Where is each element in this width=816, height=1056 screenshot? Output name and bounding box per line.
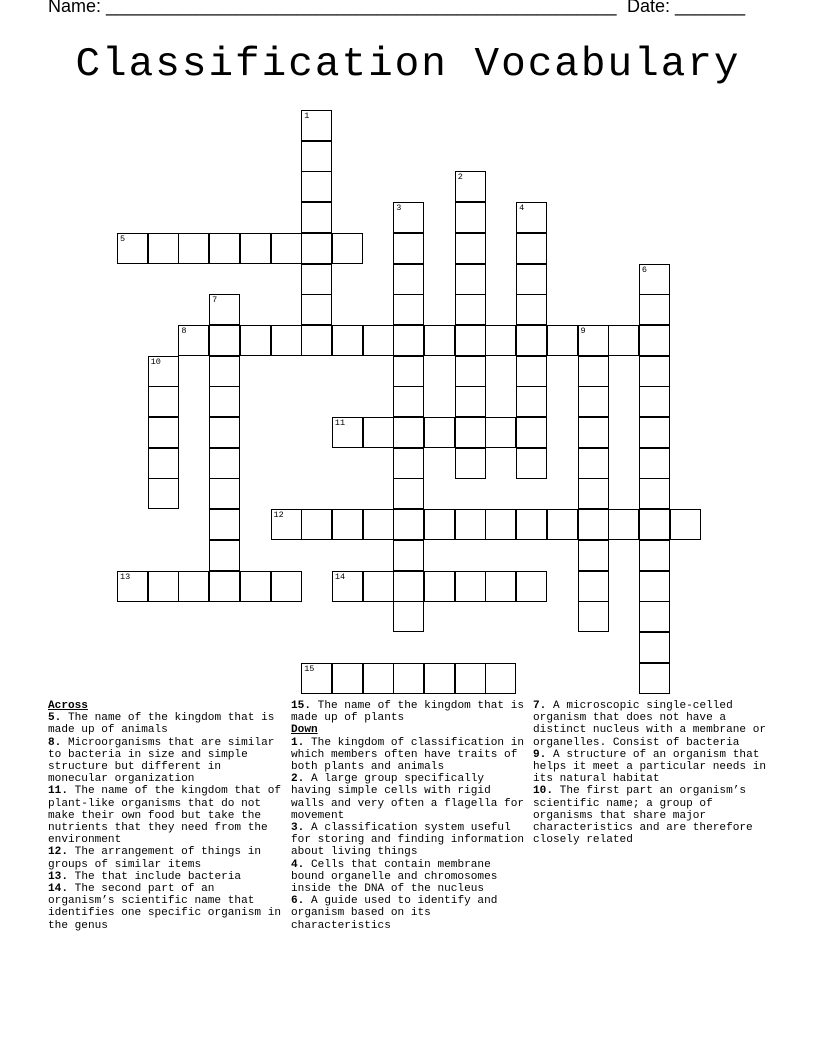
clue-number: 5 <box>120 233 126 244</box>
clue-num: 4. <box>291 858 305 871</box>
clue-number: 1 <box>304 111 310 121</box>
crossword-cell[interactable] <box>178 233 209 264</box>
clue-text: The name of the kingdom that is made up of plants <box>291 700 525 725</box>
crossword-cell[interactable] <box>393 478 424 509</box>
crossword-cell[interactable] <box>209 294 240 325</box>
crossword-cell[interactable] <box>393 601 424 632</box>
crossword-cell[interactable] <box>455 294 486 325</box>
crossword-cell[interactable] <box>455 571 486 602</box>
crossword-cell[interactable] <box>271 509 302 540</box>
crossword-cell[interactable] <box>424 571 455 602</box>
clue-item <box>533 785 768 846</box>
crossword-cell[interactable] <box>639 448 670 479</box>
crossword-cell[interactable] <box>455 325 486 356</box>
clue-num: 14. <box>48 883 68 896</box>
crossword-cell[interactable] <box>639 294 670 325</box>
clue-num: 2. <box>291 773 305 786</box>
clue-number: 11 <box>334 418 346 428</box>
crossword-cell[interactable] <box>271 233 302 264</box>
crossword-cell[interactable] <box>301 233 332 264</box>
crossword-cell[interactable] <box>301 110 332 141</box>
crossword-cell[interactable] <box>455 417 486 448</box>
crossword-cell[interactable] <box>178 325 209 356</box>
crossword-cell[interactable] <box>301 202 332 233</box>
clue-number: 3 <box>396 203 402 214</box>
clue-num: 11. <box>48 785 68 798</box>
crossword-cell[interactable] <box>424 417 455 448</box>
clue-text: A classification system useful for storing and finding information about living things <box>291 822 525 859</box>
crossword-cell[interactable] <box>516 509 547 540</box>
clue-text: The name of the kingdom that of plant-like organisms that do not make their own food but take the nutrients that they need from the environment <box>48 785 282 847</box>
clue-num: 15. <box>291 700 311 712</box>
crossword-cell[interactable] <box>516 325 547 356</box>
crossword-cell[interactable] <box>209 417 240 448</box>
crossword-cell[interactable] <box>578 601 609 632</box>
clue-column-2 <box>291 700 526 932</box>
crossword-cell[interactable] <box>639 356 670 387</box>
crossword-cell[interactable] <box>578 571 609 602</box>
crossword-cell[interactable] <box>424 325 455 356</box>
crossword-cell[interactable] <box>455 448 486 479</box>
clue-item <box>291 773 526 822</box>
clue-number: 13 <box>120 571 131 582</box>
clue-number: 12 <box>273 510 284 521</box>
crossword-cell[interactable] <box>301 294 332 325</box>
crossword-cell[interactable] <box>639 540 670 571</box>
crossword-cell[interactable] <box>516 571 547 602</box>
clue-number: 8 <box>181 325 187 336</box>
crossword-cell[interactable] <box>363 663 394 694</box>
crossword-cell[interactable] <box>332 509 363 540</box>
clue-num: 6. <box>291 895 305 908</box>
crossword-cell[interactable] <box>209 478 240 509</box>
across-heading: Across <box>48 700 88 712</box>
crossword-cell[interactable] <box>209 448 240 479</box>
crossword-cell[interactable] <box>516 294 547 325</box>
clue-item <box>533 700 768 749</box>
crossword-cell[interactable] <box>301 171 332 202</box>
crossword-cell[interactable] <box>301 663 332 694</box>
clue-item <box>48 883 283 932</box>
worksheet-title: Classification Vocabulary <box>75 42 741 88</box>
crossword-cell[interactable] <box>455 264 486 295</box>
crossword-cell[interactable] <box>455 356 486 387</box>
clue-num: 5. <box>48 712 62 725</box>
crossword-cell[interactable] <box>209 571 240 602</box>
crossword-cell[interactable] <box>639 509 670 540</box>
crossword-cell[interactable] <box>578 448 609 479</box>
crossword-cell[interactable] <box>393 233 424 264</box>
clue-item <box>48 846 283 870</box>
clue-text: A microscopic single-celled organism that does not have a distinct nucleus with a membrane or organelles. Consist of bacteria <box>533 700 767 749</box>
clue-number: 7 <box>212 295 218 306</box>
clue-item <box>291 822 526 859</box>
crossword-cell[interactable] <box>639 264 670 295</box>
crossword-cell[interactable] <box>547 325 578 356</box>
crossword-cell[interactable] <box>547 509 578 540</box>
crossword-cell[interactable] <box>393 448 424 479</box>
crossword-cell[interactable] <box>393 571 424 602</box>
crossword-cell[interactable] <box>578 386 609 417</box>
crossword-cell[interactable] <box>178 571 209 602</box>
crossword-cell[interactable] <box>301 509 332 540</box>
crossword-cell[interactable] <box>209 540 240 571</box>
crossword-cell[interactable] <box>332 663 363 694</box>
clue-text: Microorganisms that are similar to bacteria in size and simple structure but different in monecular organization <box>48 736 275 786</box>
crossword-cell[interactable] <box>516 386 547 417</box>
crossword-cell[interactable] <box>639 325 670 356</box>
crossword-cell[interactable] <box>209 356 240 387</box>
crossword-cell[interactable] <box>516 202 547 233</box>
clue-text: The name of the kingdom that is made up of animals <box>48 712 275 737</box>
crossword-cell[interactable] <box>393 356 424 387</box>
crossword-cell[interactable] <box>240 325 271 356</box>
crossword-cell[interactable] <box>485 509 516 540</box>
clue-text: A guide used to identify and organism based on its characteristics <box>291 895 498 932</box>
crossword-cell[interactable] <box>148 417 179 448</box>
crossword-cell[interactable] <box>639 663 670 694</box>
clue-item <box>291 859 526 896</box>
crossword-cell[interactable] <box>393 540 424 571</box>
crossword-cell[interactable] <box>363 509 394 540</box>
clue-text: The second part of an organism’s scientific name that identifies one specific organism in the genus <box>48 883 282 932</box>
clue-num: 13. <box>48 870 68 883</box>
crossword-cell[interactable] <box>670 509 701 540</box>
clue-text: The kingdom of classification in which members often have traits of both plants and animals <box>291 736 525 774</box>
crossword-cell[interactable] <box>332 571 363 602</box>
crossword-cell[interactable] <box>455 663 486 694</box>
clue-item <box>48 737 283 786</box>
clue-number: 15 <box>304 663 315 674</box>
clue-num: 1. <box>291 736 305 749</box>
crossword-cell[interactable] <box>455 509 486 540</box>
date-field-label: Date: _______ <box>627 0 746 16</box>
crossword-cell[interactable] <box>516 233 547 264</box>
clue-num: 12. <box>48 846 68 859</box>
crossword-cell[interactable] <box>639 632 670 663</box>
crossword-cell[interactable] <box>393 663 424 694</box>
clue-item <box>48 712 283 736</box>
crossword-cell[interactable] <box>393 386 424 417</box>
crossword-cell[interactable] <box>393 264 424 295</box>
crossword-cell[interactable] <box>148 356 179 387</box>
crossword-cell[interactable] <box>301 325 332 356</box>
clue-number: 14 <box>334 571 346 582</box>
crossword-cell[interactable] <box>117 571 148 602</box>
crossword-cell[interactable] <box>240 233 271 264</box>
crossword-cell[interactable] <box>393 202 424 233</box>
crossword-cell[interactable] <box>148 571 179 602</box>
crossword-cell[interactable] <box>639 386 670 417</box>
crossword-cell[interactable] <box>639 601 670 632</box>
clue-text: The that include bacteria <box>74 870 242 883</box>
clue-num: 3. <box>291 822 305 835</box>
crossword-cell[interactable] <box>485 325 516 356</box>
crossword-cell[interactable] <box>393 325 424 356</box>
crossword-cell[interactable] <box>393 417 424 448</box>
crossword-cell[interactable] <box>639 478 670 509</box>
crossword-cell[interactable] <box>332 233 363 264</box>
crossword-cell[interactable] <box>332 325 363 356</box>
crossword-cell[interactable] <box>455 233 486 264</box>
crossword-cell[interactable] <box>271 571 302 602</box>
crossword-cell[interactable] <box>209 233 240 264</box>
crossword-cell[interactable] <box>516 356 547 387</box>
crossword-cell[interactable] <box>117 233 148 264</box>
crossword-cell[interactable] <box>455 202 486 233</box>
crossword-cell[interactable] <box>301 264 332 295</box>
crossword-cell[interactable] <box>485 571 516 602</box>
clue-number: 2 <box>457 172 463 183</box>
clue-number: 9 <box>580 325 586 336</box>
clue-text: A large group specifically having simple cells with rigid walls and very often a flagella for movement <box>291 773 525 822</box>
crossword-cell[interactable] <box>148 448 179 479</box>
crossword-cell[interactable] <box>424 663 455 694</box>
clue-item <box>291 737 526 774</box>
crossword-cell[interactable] <box>485 417 516 448</box>
crossword-cell[interactable] <box>393 509 424 540</box>
crossword-cell[interactable] <box>578 356 609 387</box>
name-field-label: Name: ___________________________________________________ <box>48 0 617 16</box>
crossword-cell[interactable] <box>455 171 486 202</box>
crossword-cell[interactable] <box>363 417 394 448</box>
clue-num: 8. <box>48 736 62 749</box>
crossword-cell[interactable] <box>209 325 240 356</box>
crossword-cell[interactable] <box>148 233 179 264</box>
crossword-cell[interactable] <box>240 571 271 602</box>
clue-text: Cells that contain membrane bound organelle and chromosomes inside the DNA of the nucleus <box>291 858 498 896</box>
crossword-cell[interactable] <box>639 417 670 448</box>
crossword-cell[interactable] <box>608 325 639 356</box>
down-heading: Down <box>291 724 318 737</box>
clue-number: 4 <box>519 203 525 214</box>
crossword-cell[interactable] <box>516 448 547 479</box>
crossword-cell[interactable] <box>363 325 394 356</box>
crossword-cell[interactable] <box>455 386 486 417</box>
crossword-cell[interactable] <box>209 386 240 417</box>
crossword-cell[interactable] <box>608 509 639 540</box>
crossword-cell[interactable] <box>393 294 424 325</box>
clue-item <box>48 785 283 846</box>
clue-num: 9. <box>533 748 547 761</box>
clue-number: 10 <box>150 356 161 367</box>
clue-column-3 <box>533 700 768 846</box>
crossword-cell[interactable] <box>209 509 240 540</box>
crossword-cell[interactable] <box>516 264 547 295</box>
clue-text: The first part an organism’s scientific name; a group of organisms that share major characteristics and are therefore closely related <box>533 785 753 847</box>
clue-text: The arrangement of things in groups of similar items <box>48 846 262 871</box>
clue-column-1 <box>48 700 283 932</box>
clue-num: 7. <box>533 700 547 712</box>
crossword-cell[interactable] <box>578 478 609 509</box>
clue-item <box>291 700 526 724</box>
crossword-cell[interactable] <box>578 540 609 571</box>
crossword-cell[interactable] <box>639 571 670 602</box>
clue-item <box>533 749 768 786</box>
clue-num: 10. <box>533 785 553 798</box>
crossword-cell[interactable] <box>516 417 547 448</box>
clue-item <box>48 871 283 883</box>
crossword-cell[interactable] <box>485 663 516 694</box>
clue-item <box>291 895 526 932</box>
crossword-cell[interactable] <box>363 571 394 602</box>
crossword-cell[interactable] <box>578 325 609 356</box>
crossword-cell[interactable] <box>578 509 609 540</box>
crossword-cell[interactable] <box>301 141 332 172</box>
crossword-cell[interactable] <box>424 509 455 540</box>
clue-number: 6 <box>641 264 647 275</box>
crossword-cell[interactable] <box>332 417 363 448</box>
crossword-cell[interactable] <box>148 386 179 417</box>
clue-text: A structure of an organism that helps it meet a particular needs in its natural habitat <box>533 748 767 786</box>
crossword-cell[interactable] <box>271 325 302 356</box>
crossword-cell[interactable] <box>148 478 179 509</box>
crossword-cell[interactable] <box>578 417 609 448</box>
